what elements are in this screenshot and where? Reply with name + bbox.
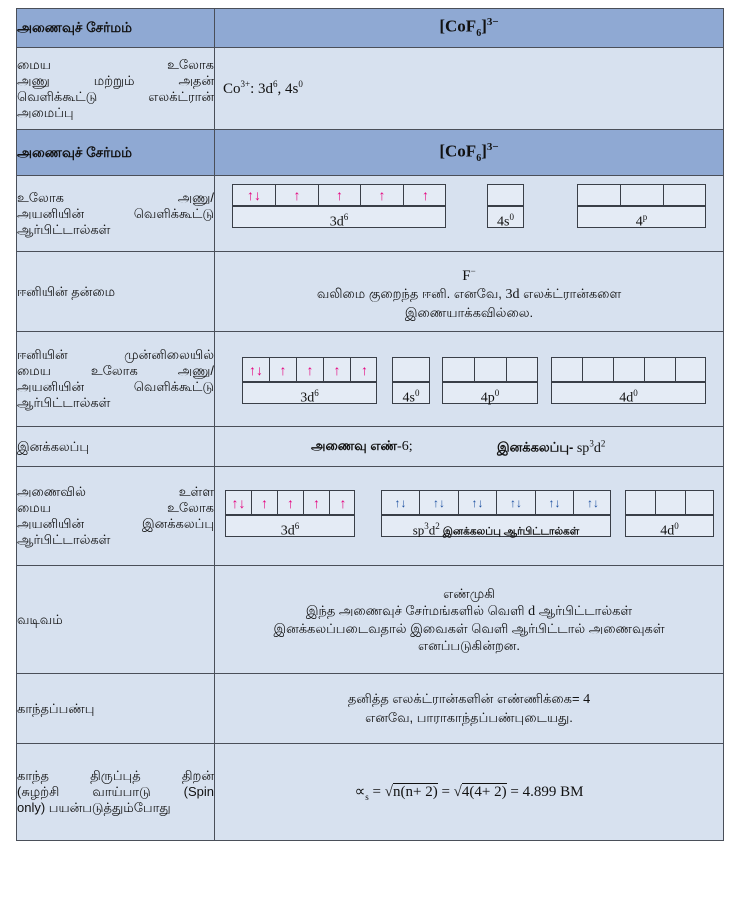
complex-formula: $[CoF_6]^{3-}$ bbox=[439, 16, 499, 40]
4s-orbital-box bbox=[487, 184, 524, 206]
4p-label: $4p^0$ bbox=[442, 382, 538, 404]
row-shape bbox=[17, 566, 724, 674]
4p-orbital-boxes bbox=[442, 357, 538, 382]
coordination-number: அணைவு எண்-6; bbox=[311, 438, 413, 454]
3d-orbital-boxes bbox=[242, 357, 377, 382]
shape-label: வடிவம் bbox=[17, 566, 215, 674]
orbital-box: ↑ bbox=[252, 491, 278, 514]
3d-orbital-boxes bbox=[232, 184, 446, 206]
hybridisation-type: இனக்கலப்பு- $sp^3d^2$ bbox=[497, 438, 606, 456]
orbital-box: ↑↓ bbox=[226, 491, 252, 514]
ligand-presence-label: ஈனியின் முன்னிலையில் மைய உலோக அணு/ அயனியின் வெளிக்கூட்டு ஆர்பிட்டால்கள் bbox=[17, 332, 215, 427]
orbital-box: ↑ bbox=[297, 358, 324, 381]
4d-label: $4d^0$ bbox=[551, 382, 706, 404]
central-atom-label: மைய உலோக அணு மற்றும் அதன் வெளிக்கூட்டு எலக்ட்ரான் அமைப்பு bbox=[17, 48, 215, 130]
orbital-box: ↑ bbox=[422, 187, 429, 203]
orbital-box: ↑ bbox=[278, 491, 304, 514]
row-outer-orbitals bbox=[17, 176, 724, 252]
complex-formula-2: $[CoF_6]^{3-}$ bbox=[439, 140, 499, 165]
orbital-box: ↑ bbox=[339, 495, 347, 511]
3d-orbital-boxes bbox=[225, 490, 355, 515]
ligand-label: ஈனியின் தன்மை bbox=[17, 252, 215, 332]
sp3d2-label: $sp^3d^2$ இனக்கலப்பு ஆர்பிட்டால்கள் bbox=[381, 515, 611, 537]
4d-label: $4d^0$ bbox=[625, 515, 714, 537]
moment-label: காந்த திருப்புத் திறன் (சுழற்சி வாய்பாடு (Spin only) பயன்படுத்தும்போது bbox=[17, 744, 215, 841]
sp3d2-orbital-boxes bbox=[381, 490, 611, 515]
3d-label: $3d^6$ bbox=[242, 382, 377, 404]
row-hybridisation bbox=[17, 427, 724, 467]
row-ligand-presence bbox=[17, 332, 724, 427]
orbital-box: ↑ bbox=[361, 362, 368, 378]
orbital-box: ↑↓ bbox=[233, 185, 276, 205]
header-row-complex bbox=[17, 9, 724, 48]
header-row-complex-2 bbox=[17, 130, 724, 176]
4s-orbital-box bbox=[392, 357, 430, 382]
row-magnetic-moment bbox=[17, 744, 724, 841]
4p-orbital-boxes bbox=[577, 184, 706, 206]
orbital-box: ↑ bbox=[304, 491, 330, 514]
4p-label: 4$^p$ bbox=[577, 206, 706, 228]
4s-label: $4s^0$ bbox=[487, 206, 524, 228]
outer-orbital-diagram bbox=[215, 176, 724, 252]
sqrt-symbol: √ bbox=[453, 784, 462, 800]
3d-label: $3d^6$ bbox=[225, 515, 355, 537]
4d-orbital-boxes bbox=[625, 490, 714, 515]
row-hybrid-orbitals bbox=[17, 467, 724, 566]
4d-orbital-boxes bbox=[551, 357, 706, 382]
orbital-box: ↑ bbox=[319, 185, 361, 205]
orbital-box: ↑↓ bbox=[382, 491, 420, 514]
shape-description: எண்முகி இந்த அணைவுச் சேர்மங்களில் வெளி d ஆர்பிட்டால்கள் இனக்கலப்படைவதால் இவைகள் வெளி ஆர்பிட்டால் அணைவுகள் எனப்படுகின்றன. bbox=[273, 586, 665, 653]
sqrt-symbol: √ bbox=[384, 784, 393, 800]
ligand-presence-diagram bbox=[215, 332, 724, 427]
orbital-box: ↑↓ bbox=[536, 491, 574, 514]
row-ligand-nature bbox=[17, 252, 724, 332]
orbital-box: ↑ bbox=[270, 358, 297, 381]
orbital-box: ↑↓ bbox=[420, 491, 459, 514]
ligand-description: F− வலிமை குறைந்த ஈனி. எனவே, 3d எலக்ட்ரான்களை இணையாக்கவில்லை. bbox=[316, 265, 622, 320]
4s-label: $4s^0$ bbox=[392, 382, 430, 404]
orbital-box: ↑ bbox=[324, 358, 351, 381]
orbital-box: ↑↓ bbox=[243, 358, 270, 381]
orbital-box: ↑ bbox=[361, 185, 404, 205]
hybrid-orbital-diagram bbox=[215, 467, 724, 566]
3d-label: $3d^6$ bbox=[232, 206, 446, 228]
complex-label-2: அணைவுச் சேர்மம் bbox=[17, 130, 215, 176]
row-central-atom bbox=[17, 48, 724, 130]
magnetic-description: தனித்த எலக்ட்ரான்களின் எண்ணிக்கை= 4 எனவே, பாராகாந்தப்பண்புடையது. bbox=[347, 691, 591, 725]
magnetic-label: காந்தப்பண்பு bbox=[17, 674, 215, 744]
orbital-box: ↑↓ bbox=[587, 496, 599, 510]
orbital-box: ↑ bbox=[276, 185, 319, 205]
hybrid-orbitals-label: அணைவில் உள்ள மைய உலோக அயனியின் இனக்கலப்பு ஆர்பிட்டால்கள் bbox=[17, 467, 215, 566]
orbital-box: ↑↓ bbox=[497, 491, 536, 514]
cof6-properties-table bbox=[16, 8, 724, 841]
row-magnetic bbox=[17, 674, 724, 744]
central-atom-config: $Co^{3+}$: $3d^6$, $4s^0$ bbox=[223, 79, 303, 97]
outer-orbitals-label: உலோக அணு/ அயனியின் வெளிக்கூட்டு ஆர்பிட்டால்கள் bbox=[17, 176, 215, 252]
hybrid-label: இனக்கலப்பு bbox=[17, 427, 215, 467]
moment-equation: $\propto_s = √n(n+ 2) = √4(4+ 2) = 4.899$ BM bbox=[354, 784, 584, 802]
orbital-box: ↑↓ bbox=[459, 491, 497, 514]
complex-label: அணைவுச் சேர்மம் bbox=[17, 9, 215, 48]
